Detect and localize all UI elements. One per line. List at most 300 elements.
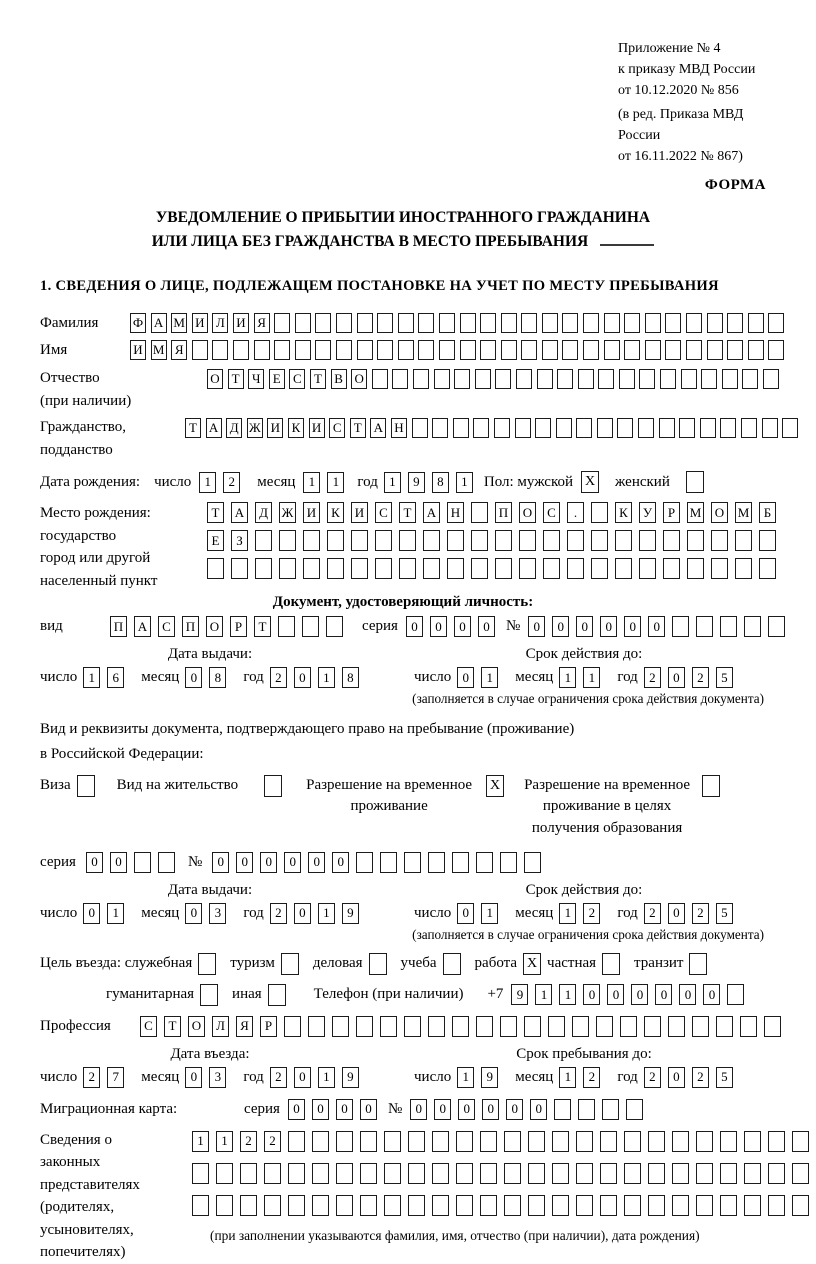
char-box[interactable] xyxy=(439,313,455,333)
char-box[interactable] xyxy=(452,852,469,873)
char-box[interactable] xyxy=(240,1163,257,1184)
char-box[interactable]: Р xyxy=(260,1016,277,1037)
char-box[interactable]: 0 xyxy=(703,984,720,1005)
char-box[interactable] xyxy=(692,1016,709,1037)
char-box[interactable]: 9 xyxy=(342,1067,359,1088)
char-box[interactable]: Л xyxy=(212,1016,229,1037)
char-box[interactable] xyxy=(552,1163,569,1184)
char-box[interactable] xyxy=(648,1131,665,1152)
char-box[interactable] xyxy=(768,1163,785,1184)
char-box[interactable] xyxy=(700,418,716,438)
char-box[interactable] xyxy=(602,1099,619,1120)
char-box[interactable] xyxy=(454,369,470,389)
char-box[interactable] xyxy=(648,1163,665,1184)
char-box[interactable] xyxy=(576,1195,593,1216)
char-box[interactable]: 0 xyxy=(655,984,672,1005)
char-box[interactable] xyxy=(768,1195,785,1216)
char-box[interactable] xyxy=(471,502,488,523)
char-box[interactable] xyxy=(471,558,488,579)
char-box[interactable] xyxy=(528,1163,545,1184)
char-box[interactable]: 1 xyxy=(481,667,498,688)
char-box[interactable] xyxy=(644,1016,661,1037)
char-box[interactable] xyxy=(681,369,697,389)
char-box[interactable] xyxy=(576,418,592,438)
char-box[interactable] xyxy=(583,340,599,360)
char-box[interactable]: . xyxy=(567,502,584,523)
char-box[interactable] xyxy=(528,1131,545,1152)
char-box[interactable] xyxy=(591,530,608,551)
char-box[interactable]: П xyxy=(182,616,199,637)
char-box[interactable]: 0 xyxy=(185,1067,202,1088)
char-box[interactable]: Т xyxy=(254,616,271,637)
char-box[interactable] xyxy=(744,616,761,637)
char-box[interactable] xyxy=(413,369,429,389)
char-box[interactable] xyxy=(554,1099,571,1120)
char-box[interactable] xyxy=(473,418,489,438)
char-box[interactable] xyxy=(432,1131,449,1152)
char-box[interactable] xyxy=(288,1131,305,1152)
char-box[interactable] xyxy=(519,530,536,551)
char-box[interactable]: 0 xyxy=(648,616,665,637)
char-box[interactable]: 2 xyxy=(240,1131,257,1152)
char-box[interactable] xyxy=(663,558,680,579)
char-box[interactable]: 1 xyxy=(384,472,401,493)
char-box[interactable] xyxy=(768,340,784,360)
char-box[interactable]: Л xyxy=(212,313,228,333)
char-box[interactable] xyxy=(619,369,635,389)
char-box[interactable]: Д xyxy=(255,502,272,523)
char-box[interactable] xyxy=(578,369,594,389)
char-box[interactable] xyxy=(665,340,681,360)
char-box[interactable] xyxy=(456,1163,473,1184)
char-box[interactable]: 9 xyxy=(342,903,359,924)
char-box[interactable] xyxy=(404,1016,421,1037)
char-box[interactable] xyxy=(336,313,352,333)
char-box[interactable]: Н xyxy=(391,418,407,438)
char-box[interactable]: 0 xyxy=(552,616,569,637)
char-box[interactable]: 0 xyxy=(457,667,474,688)
char-box[interactable] xyxy=(480,1195,497,1216)
char-box[interactable]: К xyxy=(615,502,632,523)
char-box[interactable] xyxy=(763,369,779,389)
char-box[interactable] xyxy=(722,369,738,389)
checkbox-cell[interactable] xyxy=(77,775,95,797)
char-box[interactable] xyxy=(471,530,488,551)
char-box[interactable] xyxy=(548,1016,565,1037)
char-box[interactable]: 3 xyxy=(209,1067,226,1088)
char-box[interactable] xyxy=(336,1163,353,1184)
char-box[interactable] xyxy=(626,1099,643,1120)
char-box[interactable] xyxy=(557,369,573,389)
char-box[interactable] xyxy=(216,1163,233,1184)
char-box[interactable] xyxy=(360,1195,377,1216)
char-box[interactable]: М xyxy=(171,313,187,333)
char-box[interactable] xyxy=(748,313,764,333)
char-box[interactable]: З xyxy=(231,530,248,551)
char-box[interactable] xyxy=(408,1163,425,1184)
char-box[interactable] xyxy=(476,1016,493,1037)
char-box[interactable]: 0 xyxy=(336,1099,353,1120)
char-box[interactable]: 0 xyxy=(430,616,447,637)
char-box[interactable]: 0 xyxy=(506,1099,523,1120)
char-box[interactable]: 1 xyxy=(318,1067,335,1088)
char-box[interactable]: Е xyxy=(207,530,224,551)
char-box[interactable] xyxy=(521,340,537,360)
char-box[interactable]: О xyxy=(188,1016,205,1037)
char-box[interactable]: А xyxy=(370,418,386,438)
checkbox-cell[interactable]: X xyxy=(523,953,541,975)
char-box[interactable] xyxy=(707,340,723,360)
char-box[interactable] xyxy=(356,1016,373,1037)
char-box[interactable] xyxy=(284,1016,301,1037)
char-box[interactable]: 5 xyxy=(716,903,733,924)
char-box[interactable] xyxy=(336,340,352,360)
char-box[interactable] xyxy=(768,616,785,637)
char-box[interactable] xyxy=(744,1131,761,1152)
char-box[interactable] xyxy=(315,340,331,360)
char-box[interactable]: Т xyxy=(185,418,201,438)
char-box[interactable]: 1 xyxy=(107,903,124,924)
char-box[interactable] xyxy=(591,502,608,523)
char-box[interactable]: Р xyxy=(663,502,680,523)
char-box[interactable] xyxy=(375,530,392,551)
char-box[interactable] xyxy=(326,616,343,637)
char-box[interactable]: 2 xyxy=(583,903,600,924)
char-box[interactable]: 1 xyxy=(327,472,344,493)
char-box[interactable] xyxy=(327,558,344,579)
char-box[interactable] xyxy=(278,616,295,637)
char-box[interactable] xyxy=(453,418,469,438)
char-box[interactable] xyxy=(351,530,368,551)
char-box[interactable] xyxy=(494,418,510,438)
char-box[interactable] xyxy=(668,1016,685,1037)
char-box[interactable] xyxy=(615,558,632,579)
char-box[interactable] xyxy=(716,1016,733,1037)
char-box[interactable] xyxy=(332,1016,349,1037)
char-box[interactable] xyxy=(624,1163,641,1184)
char-box[interactable] xyxy=(624,1195,641,1216)
char-box[interactable]: Т xyxy=(350,418,366,438)
checkbox-cell[interactable] xyxy=(264,775,282,797)
char-box[interactable] xyxy=(600,1163,617,1184)
char-box[interactable] xyxy=(624,340,640,360)
char-box[interactable] xyxy=(312,1131,329,1152)
char-box[interactable] xyxy=(576,1131,593,1152)
char-box[interactable] xyxy=(720,1195,737,1216)
char-box[interactable] xyxy=(432,418,448,438)
char-box[interactable]: 0 xyxy=(600,616,617,637)
char-box[interactable]: П xyxy=(110,616,127,637)
char-box[interactable]: М xyxy=(151,340,167,360)
char-box[interactable]: 2 xyxy=(692,1067,709,1088)
char-box[interactable]: А xyxy=(134,616,151,637)
char-box[interactable] xyxy=(336,1131,353,1152)
char-box[interactable]: С xyxy=(375,502,392,523)
char-box[interactable] xyxy=(447,530,464,551)
char-box[interactable]: 2 xyxy=(692,903,709,924)
char-box[interactable]: И xyxy=(303,502,320,523)
char-box[interactable]: Н xyxy=(447,502,464,523)
char-box[interactable] xyxy=(782,418,798,438)
char-box[interactable] xyxy=(480,313,496,333)
char-box[interactable] xyxy=(428,1016,445,1037)
char-box[interactable]: 0 xyxy=(528,616,545,637)
char-box[interactable]: 9 xyxy=(408,472,425,493)
char-box[interactable] xyxy=(380,1016,397,1037)
char-box[interactable] xyxy=(638,418,654,438)
char-box[interactable]: 2 xyxy=(270,667,287,688)
char-box[interactable]: 0 xyxy=(482,1099,499,1120)
char-box[interactable] xyxy=(696,1195,713,1216)
char-box[interactable] xyxy=(524,852,541,873)
char-box[interactable] xyxy=(231,558,248,579)
char-box[interactable]: 0 xyxy=(86,852,103,873)
char-box[interactable]: 0 xyxy=(478,616,495,637)
char-box[interactable]: 1 xyxy=(83,667,100,688)
char-box[interactable] xyxy=(255,558,272,579)
char-box[interactable] xyxy=(562,340,578,360)
char-box[interactable] xyxy=(351,558,368,579)
char-box[interactable]: С xyxy=(158,616,175,637)
char-box[interactable] xyxy=(672,616,689,637)
char-box[interactable]: 2 xyxy=(270,1067,287,1088)
char-box[interactable] xyxy=(434,369,450,389)
char-box[interactable]: 0 xyxy=(332,852,349,873)
char-box[interactable] xyxy=(408,1131,425,1152)
char-box[interactable] xyxy=(418,313,434,333)
char-box[interactable] xyxy=(639,369,655,389)
char-box[interactable]: 0 xyxy=(457,903,474,924)
char-box[interactable] xyxy=(408,1195,425,1216)
char-box[interactable]: 2 xyxy=(692,667,709,688)
char-box[interactable] xyxy=(516,369,532,389)
checkbox-cell[interactable]: X xyxy=(581,471,599,493)
char-box[interactable] xyxy=(624,313,640,333)
char-box[interactable] xyxy=(288,1163,305,1184)
char-box[interactable] xyxy=(615,530,632,551)
char-box[interactable] xyxy=(648,1195,665,1216)
char-box[interactable]: 1 xyxy=(318,667,335,688)
char-box[interactable]: 0 xyxy=(668,1067,685,1088)
char-box[interactable] xyxy=(398,340,414,360)
char-box[interactable] xyxy=(212,340,228,360)
char-box[interactable]: Я xyxy=(171,340,187,360)
char-box[interactable]: 1 xyxy=(559,667,576,688)
char-box[interactable] xyxy=(495,369,511,389)
char-box[interactable]: 1 xyxy=(559,1067,576,1088)
char-box[interactable] xyxy=(543,558,560,579)
char-box[interactable]: Ч xyxy=(248,369,264,389)
char-box[interactable]: С xyxy=(329,418,345,438)
char-box[interactable] xyxy=(742,369,758,389)
char-box[interactable] xyxy=(412,418,428,438)
char-box[interactable] xyxy=(264,1195,281,1216)
char-box[interactable] xyxy=(456,1195,473,1216)
char-box[interactable] xyxy=(501,313,517,333)
char-box[interactable] xyxy=(672,1131,689,1152)
char-box[interactable] xyxy=(377,340,393,360)
char-box[interactable] xyxy=(696,1131,713,1152)
char-box[interactable]: 0 xyxy=(288,1099,305,1120)
char-box[interactable] xyxy=(315,313,331,333)
char-box[interactable]: Я xyxy=(254,313,270,333)
char-box[interactable]: 1 xyxy=(583,667,600,688)
char-box[interactable] xyxy=(665,313,681,333)
char-box[interactable] xyxy=(399,530,416,551)
char-box[interactable] xyxy=(542,340,558,360)
char-box[interactable]: 2 xyxy=(83,1067,100,1088)
char-box[interactable]: 2 xyxy=(644,903,661,924)
char-box[interactable]: В xyxy=(331,369,347,389)
char-box[interactable]: 2 xyxy=(223,472,240,493)
checkbox-cell[interactable]: X xyxy=(486,775,504,797)
char-box[interactable] xyxy=(567,558,584,579)
char-box[interactable] xyxy=(552,1195,569,1216)
checkbox-cell[interactable] xyxy=(200,984,218,1006)
char-box[interactable]: 0 xyxy=(607,984,624,1005)
char-box[interactable] xyxy=(428,852,445,873)
char-box[interactable] xyxy=(312,1195,329,1216)
char-box[interactable] xyxy=(600,1195,617,1216)
char-box[interactable] xyxy=(720,1163,737,1184)
char-box[interactable] xyxy=(456,1131,473,1152)
char-box[interactable]: 1 xyxy=(318,903,335,924)
char-box[interactable] xyxy=(639,558,656,579)
char-box[interactable] xyxy=(288,1195,305,1216)
char-box[interactable]: 2 xyxy=(264,1131,281,1152)
char-box[interactable]: Ж xyxy=(279,502,296,523)
char-box[interactable] xyxy=(501,340,517,360)
char-box[interactable] xyxy=(336,1195,353,1216)
char-box[interactable] xyxy=(504,1195,521,1216)
char-box[interactable] xyxy=(600,1131,617,1152)
char-box[interactable] xyxy=(720,418,736,438)
char-box[interactable]: 0 xyxy=(185,667,202,688)
char-box[interactable]: И xyxy=(233,313,249,333)
char-box[interactable] xyxy=(701,369,717,389)
char-box[interactable]: 2 xyxy=(644,1067,661,1088)
char-box[interactable]: 1 xyxy=(192,1131,209,1152)
char-box[interactable]: 0 xyxy=(294,667,311,688)
char-box[interactable]: 0 xyxy=(294,1067,311,1088)
char-box[interactable] xyxy=(645,340,661,360)
char-box[interactable] xyxy=(360,1131,377,1152)
checkbox-cell[interactable] xyxy=(443,953,461,975)
char-box[interactable] xyxy=(384,1131,401,1152)
char-box[interactable]: 2 xyxy=(583,1067,600,1088)
char-box[interactable] xyxy=(583,313,599,333)
char-box[interactable]: К xyxy=(288,418,304,438)
char-box[interactable]: С xyxy=(140,1016,157,1037)
char-box[interactable] xyxy=(535,418,551,438)
char-box[interactable]: 0 xyxy=(631,984,648,1005)
char-box[interactable] xyxy=(741,418,757,438)
char-box[interactable] xyxy=(432,1163,449,1184)
char-box[interactable] xyxy=(572,1016,589,1037)
char-box[interactable]: 1 xyxy=(535,984,552,1005)
char-box[interactable]: Т xyxy=(164,1016,181,1037)
char-box[interactable]: 5 xyxy=(716,1067,733,1088)
char-box[interactable] xyxy=(480,1131,497,1152)
char-box[interactable]: 0 xyxy=(308,852,325,873)
char-box[interactable]: 0 xyxy=(458,1099,475,1120)
char-box[interactable] xyxy=(604,313,620,333)
char-box[interactable] xyxy=(562,313,578,333)
char-box[interactable] xyxy=(303,530,320,551)
char-box[interactable] xyxy=(372,369,388,389)
char-box[interactable] xyxy=(392,369,408,389)
char-box[interactable] xyxy=(624,1131,641,1152)
char-box[interactable] xyxy=(207,558,224,579)
char-box[interactable] xyxy=(360,1163,377,1184)
char-box[interactable] xyxy=(687,558,704,579)
char-box[interactable]: М xyxy=(687,502,704,523)
char-box[interactable]: Ф xyxy=(130,313,146,333)
char-box[interactable]: 0 xyxy=(83,903,100,924)
char-box[interactable] xyxy=(418,340,434,360)
char-box[interactable]: 7 xyxy=(107,1067,124,1088)
char-box[interactable] xyxy=(295,340,311,360)
char-box[interactable] xyxy=(254,340,270,360)
char-box[interactable] xyxy=(707,313,723,333)
char-box[interactable] xyxy=(639,530,656,551)
checkbox-cell[interactable] xyxy=(369,953,387,975)
char-box[interactable] xyxy=(475,369,491,389)
char-box[interactable] xyxy=(686,340,702,360)
char-box[interactable]: О xyxy=(711,502,728,523)
char-box[interactable]: 0 xyxy=(294,903,311,924)
char-box[interactable] xyxy=(711,530,728,551)
char-box[interactable]: Я xyxy=(236,1016,253,1037)
char-box[interactable]: С xyxy=(543,502,560,523)
char-box[interactable]: 8 xyxy=(209,667,226,688)
char-box[interactable]: 8 xyxy=(432,472,449,493)
char-box[interactable] xyxy=(696,616,713,637)
char-box[interactable] xyxy=(255,530,272,551)
char-box[interactable] xyxy=(447,558,464,579)
char-box[interactable]: 6 xyxy=(107,667,124,688)
char-box[interactable] xyxy=(432,1195,449,1216)
char-box[interactable] xyxy=(542,313,558,333)
char-box[interactable] xyxy=(460,340,476,360)
char-box[interactable]: 0 xyxy=(406,616,423,637)
char-box[interactable]: 0 xyxy=(185,903,202,924)
char-box[interactable] xyxy=(312,1163,329,1184)
checkbox-cell[interactable] xyxy=(281,953,299,975)
char-box[interactable] xyxy=(727,313,743,333)
char-box[interactable] xyxy=(423,558,440,579)
char-box[interactable] xyxy=(308,1016,325,1037)
char-box[interactable]: 0 xyxy=(434,1099,451,1120)
char-box[interactable] xyxy=(476,852,493,873)
char-box[interactable] xyxy=(735,530,752,551)
char-box[interactable]: 1 xyxy=(456,472,473,493)
char-box[interactable]: 1 xyxy=(303,472,320,493)
char-box[interactable] xyxy=(735,558,752,579)
char-box[interactable] xyxy=(660,369,676,389)
char-box[interactable] xyxy=(720,1131,737,1152)
char-box[interactable]: 1 xyxy=(199,472,216,493)
char-box[interactable] xyxy=(687,530,704,551)
char-box[interactable] xyxy=(423,530,440,551)
char-box[interactable] xyxy=(233,340,249,360)
char-box[interactable] xyxy=(192,1195,209,1216)
char-box[interactable]: О xyxy=(207,369,223,389)
char-box[interactable] xyxy=(192,1163,209,1184)
char-box[interactable] xyxy=(792,1163,809,1184)
char-box[interactable]: 0 xyxy=(454,616,471,637)
char-box[interactable]: Б xyxy=(759,502,776,523)
